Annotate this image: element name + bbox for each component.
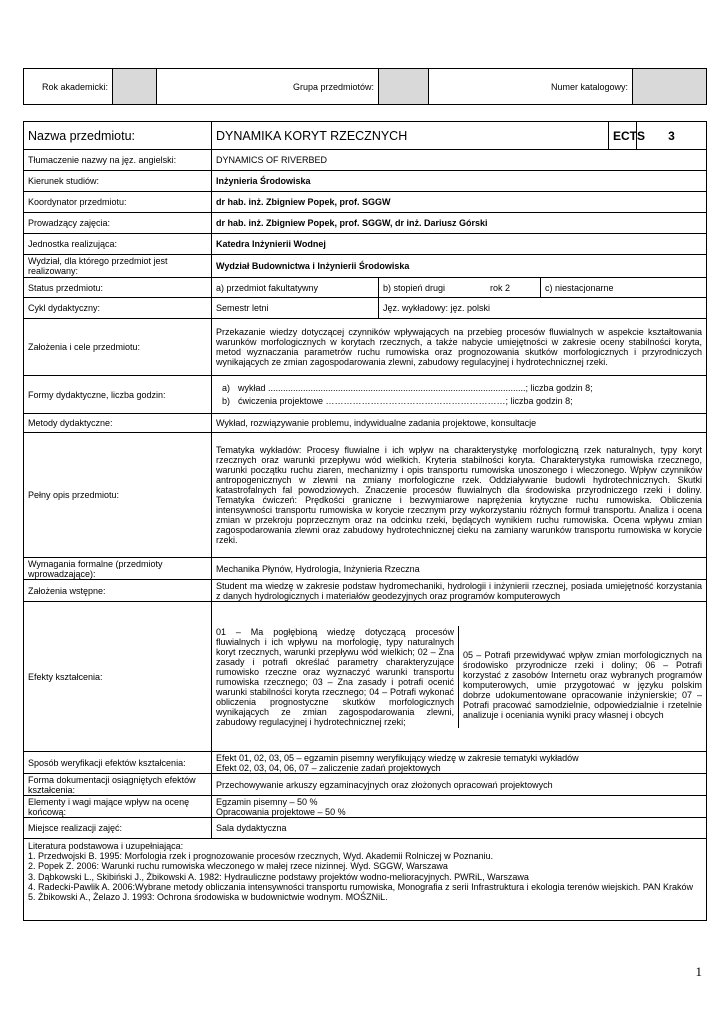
weights-line-1: Egzamin pisemny – 50 %	[216, 796, 318, 807]
unit-label: Jednostka realizująca:	[24, 234, 212, 255]
academic-year-value	[113, 69, 157, 105]
prereq-label: Założenia wstępne:	[24, 580, 212, 602]
verification-value	[212, 752, 707, 774]
documentation-value: Przechowywanie arkuszy egzaminacyjnych oraz złożonych opracowań projektowych	[212, 774, 707, 796]
academic-year-label: Rok akademicki:	[24, 69, 113, 105]
forms-value	[212, 376, 707, 414]
literature-item: 2. Popek Z. 2006: Warunki ruchu rumowiska wleczonego w małej rzece nizinnej. Wyd. SGGW, Warszawa	[28, 861, 448, 872]
coordinator-value: dr hab. inż. Zbigniew Popek, prof. SGGW	[212, 192, 707, 213]
status-option-c: c) niestacjonarne	[541, 278, 707, 298]
verification-label: Sposób weryfikacji efektów kształcenia:	[24, 752, 212, 774]
weights-line-2: Opracowania projektowe – 50 %	[216, 806, 346, 817]
prereq-value: Student ma wiedzę w zakresie podstaw hydromechaniki, hydrologii i inżynierii rzecznej, posiada umiejętność korzystania z danych hydrologicznych i materiałów geodezyjnych oraz programów komputerowych	[212, 580, 707, 602]
description-label: Pełny opis przedmiotu:	[24, 433, 212, 558]
outcomes-left: 01 – Ma pogłębioną wiedzę dotyczącą procesów fluwialnych i ich wpływu na morfologię, typy naturalnych koryt rzecznych, warunki przepływu wód wielkich; 02 – Zna zasady i potrafi określać parametry charakteryzujące rumowisko rzeczne oraz wyznaczyć warunki transportu rumowiska rzecznego; 03 – Zna zasady i potrafi ocenić warunki stabilności koryta rzecznego; 04 – Potrafi wykonać obliczenia prognostyczne skutków morfologicznych wynikających ze zmian zagospodarowania zlewni, zabudowy regulacyjnej i hydrotechnicznej rzeki;	[212, 626, 459, 728]
place-value: Sala dydaktyczna	[212, 818, 707, 839]
translation-value: DYNAMICS OF RIVERBED	[212, 150, 707, 171]
goals-value: Przekazanie wiedzy dotyczącej czynników wpływających na przebieg procesów fluwialnych w aspekcie kształtowania warunków morfologicznych w korytach rzecznych, a także nabycie umiejętności w zakresie oceny stabilności koryta, metod wyznaczania parametrów ruchu rumowiska oraz prognozowania skutków morfologicznych i przyrodniczych wynikających ze zmian zagospodarowania zlewni, zabudowy regulacyjnej i hydrotechnicznej rzeki.	[212, 319, 707, 376]
status-option-a: a) przedmiot fakultatywny	[212, 278, 379, 298]
outcomes-right: 05 – Potrafi przewidywać wpływ zmian morfologicznych na środowisko przyrodnicze rzeki i doliny; 06 – Potrafi korzystać z zasobów Internetu oraz wybranych programów komputerowych, umie przygotować w języku polskim dobrze udokumentowane opracowanie inżynierskie; 07 – Potrafi pracować samodzielnie, odpowiedzialnie i rzetelnie analizuje i oceniania wyniki pracy własnej i obcych	[463, 649, 702, 720]
language-value: Jęz. wykładowy: jęz. polski	[379, 298, 707, 319]
weights-label: Elementy i wagi mające wpływ na ocenę końcową:	[24, 796, 212, 818]
literature-item: 5. Żbikowski A., Żelazo J. 1993: Ochrona środowiska w budownictwie wodnym. MOŚZNiL.	[28, 892, 388, 903]
status-year: rok 2	[489, 282, 510, 293]
subject-group-label: Grupa przedmiotów:	[157, 69, 379, 105]
field-value: Inżynieria Środowiska	[212, 171, 707, 192]
faculty-value: Wydział Budownictwa i Inżynierii Środowiska	[212, 255, 707, 278]
literature-section	[24, 839, 707, 921]
outcomes-value	[212, 602, 707, 752]
outcomes-label: Efekty kształcenia:	[24, 602, 212, 752]
methods-value: Wykład, rozwiązywanie problemu, indywidualne zadania projektowe, konsultacje	[212, 414, 707, 433]
methods-label: Metody dydaktyczne:	[24, 414, 212, 433]
cycle-value: Semestr letni	[212, 298, 379, 319]
forms-label: Formy dydaktyczne, liczba godzin:	[24, 376, 212, 414]
requirements-value: Mechanika Płynów, Hydrologia, Inżynieria Rzeczna	[212, 558, 707, 580]
documentation-label: Forma dokumentacji osiągniętych efektów kształcenia:	[24, 774, 212, 796]
literature-item: 3. Dąbkowski L., Skibiński J., Żbikowski A. 1982: Hydrauliczne podstawy projektów wodno-melioracyjnych. PWRiL, Warszawa	[28, 871, 529, 882]
faculty-label: Wydział, dla którego przedmiot jest realizowany:	[24, 255, 212, 278]
verification-line-2: Efekt 02, 03, 04, 06, 07 – zaliczenie zadań projektowych	[216, 762, 441, 773]
description-value: Tematyka wykładów: Procesy fluwialne i ich wpływ na charakterystykę morfologiczną rzek naturalnych, typy koryt rzecznych oraz warunki przepływu wód wielkich. Kryteria stabilności koryta. Charakterystyka rumowiska rzecznego, warunki początku ruchu ziaren, mechanizmy i opis transportu rumowiska unoszonego i wleczonego. Wpływ czynników antropogenicznych w zlewni na zmiany morfologiczne rzek. Oddziaływanie budowli hydrotechnicznych. Skutki katastrofalnych fal powodziowych. Znaczenie procesów fluwialnych dla środowiska przyrodniczego rzeki i doliny. Tematyka ćwiczeń: Prędkości graniczne i bezwymiarowe naprężenia krytyczne ruchu rumowiska. Obliczenia intensywności transportu rumowiska w korycie rzecznym przy wykorzystaniu różnych formuł transportu. Analiza i ocena zmian w przekroju poprzecznym oraz na odcinku rzeki, będących wynikiem ruchu rumowiska. Ocena wpływu zmian zagospodarowania zlewni oraz zabudowy hydrotechnicznej cieku na zamiany warunków transportu rumowiska w korycie rzeki.	[212, 433, 707, 558]
literature-heading: Literatura podstawowa i uzupełniająca:	[28, 841, 184, 851]
requirements-label: Wymagania formalne (przedmioty wprowadzające):	[24, 558, 212, 580]
subject-name-value: DYNAMIKA KORYT RZECZNYCH	[212, 122, 609, 150]
teachers-label: Prowadzący zajęcia:	[24, 213, 212, 234]
status-option-b	[379, 278, 541, 298]
forms-item-lecture: a) wykład .......................................................................................................; liczba godzin 8;	[222, 383, 593, 393]
place-label: Miejsce realizacji zajęć:	[24, 818, 212, 839]
verification-line-1: Efekt 01, 02, 03, 05 – egzamin pisemny weryfikujący wiedzę w zakresie tematyki wykładów	[216, 752, 579, 763]
ects-label: ECTS	[609, 122, 637, 150]
status-degree: b) stopień drugi	[383, 282, 446, 293]
translation-label: Tłumaczenie nazwy na jęz. angielski:	[24, 150, 212, 171]
course-table	[23, 121, 707, 921]
status-label: Status przedmiotu:	[24, 278, 212, 298]
page-number: 1	[695, 964, 702, 979]
coordinator-label: Koordynator przedmiotu:	[24, 192, 212, 213]
unit-value: Katedra Inżynierii Wodnej	[212, 234, 707, 255]
cycle-label: Cykl dydaktyczny:	[24, 298, 212, 319]
subject-group-value	[379, 69, 429, 105]
weights-value	[212, 796, 707, 818]
goals-label: Założenia i cele przedmiotu:	[24, 319, 212, 376]
literature-item: 1. Przedwojski B. 1995: Morfologia rzek i prognozowanie procesów rzecznych, Wyd. Akademii Rolniczej w Poznaniu.	[28, 851, 494, 862]
field-label: Kierunek studiów:	[24, 171, 212, 192]
forms-item-project: b) ćwiczenia projektowe ……………………………………………………; liczba godzin 8;	[222, 396, 573, 406]
catalog-number-value	[633, 69, 707, 105]
header-table	[23, 68, 707, 105]
teachers-value: dr hab. inż. Zbigniew Popek, prof. SGGW, dr inż. Dariusz Górski	[212, 213, 707, 234]
catalog-number-label: Numer katalogowy:	[429, 69, 633, 105]
subject-name-label: Nazwa przedmiotu:	[24, 122, 212, 150]
literature-item: 4. Radecki-Pawlik A. 2006:Wybrane metody obliczania intensywności transportu rumowiska, Monografia z serii Infrastruktura i ekologia terenów wiejskich. PAN Kraków	[28, 881, 694, 892]
ects-value: 3	[637, 122, 707, 150]
